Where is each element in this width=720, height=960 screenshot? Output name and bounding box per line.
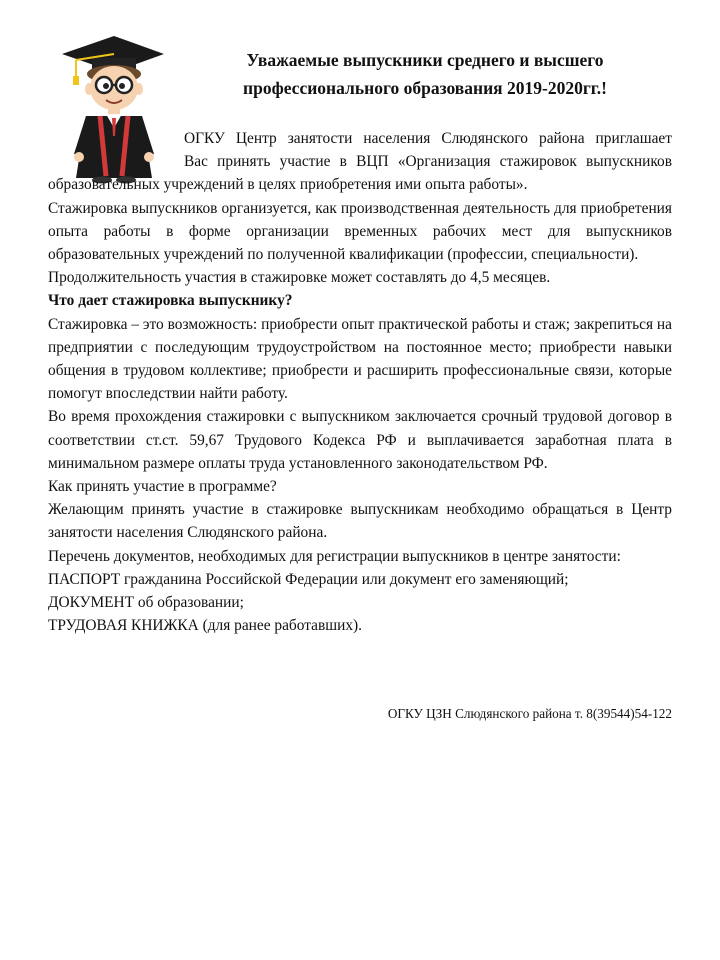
paragraph-benefits: Стажировка – это возможность: приобрести опыт практической работы и стаж; закрепиться на предприятии с последующим трудоустройством на постоянное место; приобрести навыки общения в трудовом коллективе; приобрести и расширить профессиональные связи, которые помогут впоследствии найти работу. — [48, 315, 672, 403]
intro-line-1: ОГКУ Центр занятости населения Слюдянского района приглашает — [184, 130, 672, 147]
intro-line-2: Вас принять участие в ВЦП «Организация стажировок выпускников — [184, 153, 672, 171]
paragraph-internship-definition: Стажировка выпускников организуется, как производственная деятельность для приобретения опыта работы в форме организации временных рабочих мест для выпускников образовательных учреждений по полученной квалификации (профессии, специальности). — [48, 199, 672, 264]
document-item-education: ДОКУМЕНТ об образовании; — [48, 594, 244, 612]
document-item-passport: ПАСПОРТ гражданина Российской Федерации или документ его заменяющий; — [48, 570, 569, 588]
footer-contact: ОГКУ ЦЗН Слюдянского района т. 8(39544)54-122 — [387, 706, 672, 721]
paragraph-duration: Продолжительность участия в стажировке может составлять до 4,5 месяцев. — [48, 269, 551, 287]
intro-line-3: образовательных учреждений в целях приобретения ими опыта работы». — [48, 176, 528, 194]
document-body — [48, 127, 672, 637]
documents-list-heading: Перечень документов, необходимых для регистрации выпускников в центре занятости: — [48, 547, 621, 565]
paragraph-how-to-join: Желающим принять участие в стажировке выпускникам необходимо обращаться в Центр занятости населения Слюдянского района. — [48, 501, 672, 542]
title-line-2: профессионального образования 2019-2020гг.! — [243, 78, 607, 98]
document-item-workbook: ТРУДОВАЯ КНИЖКА (для ранее работавших). — [48, 617, 363, 635]
heading-benefits: Что дает стажировка выпускнику? — [48, 292, 293, 310]
title-line-1: Уважаемые выпускники среднего и высшего — [246, 50, 604, 70]
paragraph-contract: Во время прохождения стажировки с выпускником заключается срочный трудовой договор в соответствии ст.ст. 59,67 Трудового Кодекса РФ и выплачивается заработная плата в минимальном размере оплаты труда установленного законодательством РФ. — [48, 408, 672, 472]
page-title — [200, 46, 650, 102]
question-how-to-join: Как принять участие в программе? — [48, 478, 277, 496]
